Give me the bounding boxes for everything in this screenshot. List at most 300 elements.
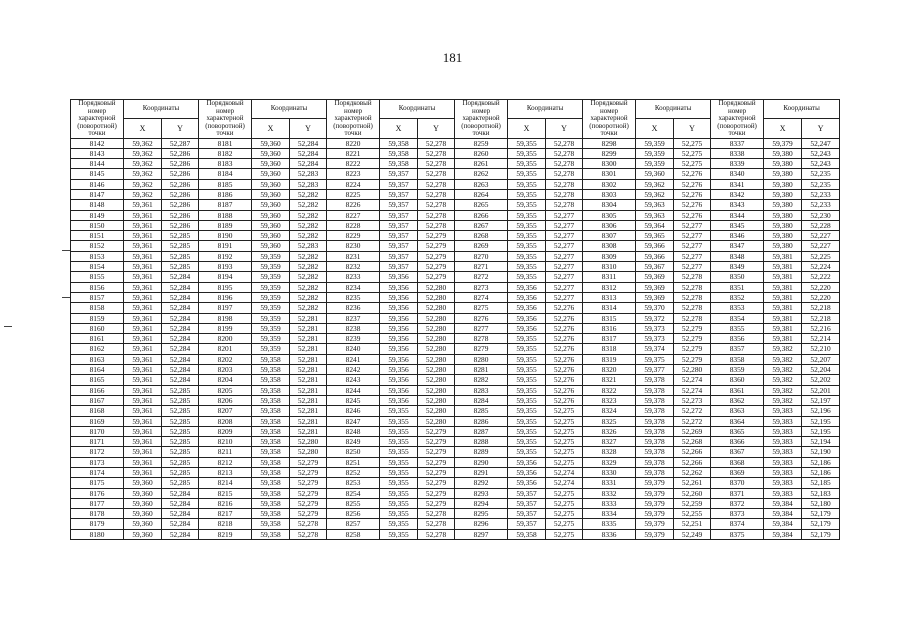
table-row — [71, 406, 840, 416]
x-value-cell: 59,359 — [252, 272, 290, 282]
x-value-cell: 59,364 — [636, 220, 674, 230]
y-value-cell: 52,262 — [674, 468, 711, 478]
x-value-cell: 59,383 — [764, 416, 802, 426]
x-value-cell: 59,357 — [380, 179, 418, 189]
y-value-cell: 52,283 — [290, 169, 327, 179]
point-number-cell: 8227 — [327, 210, 380, 220]
x-value-cell: 59,358 — [252, 416, 290, 426]
point-number-cell: 8174 — [71, 468, 124, 478]
point-number-cell: 8357 — [711, 344, 764, 354]
point-number-cell: 8158 — [71, 303, 124, 313]
table-row — [71, 509, 840, 519]
y-value-cell: 52,281 — [290, 323, 327, 333]
point-number-cell: 8335 — [583, 519, 636, 529]
y-value-cell: 52,227 — [802, 231, 840, 241]
y-value-cell: 52,243 — [802, 159, 840, 169]
table-row — [71, 148, 840, 158]
y-value-cell: 52,279 — [418, 241, 455, 251]
y-value-cell: 52,261 — [674, 478, 711, 488]
point-number-cell: 8368 — [711, 457, 764, 467]
point-number-cell: 8159 — [71, 313, 124, 323]
y-value-cell: 52,279 — [418, 488, 455, 498]
y-value-cell: 52,279 — [418, 231, 455, 241]
point-number-cell: 8221 — [327, 148, 380, 158]
y-value-cell: 52,279 — [418, 437, 455, 447]
point-number-cell: 8310 — [583, 262, 636, 272]
x-value-cell: 59,367 — [636, 262, 674, 272]
y-value-cell: 52,281 — [290, 426, 327, 436]
point-number-cell: 8323 — [583, 395, 636, 405]
x-value-cell: 59,356 — [380, 303, 418, 313]
point-number-cell: 8228 — [327, 220, 380, 230]
x-value-cell: 59,362 — [124, 138, 162, 148]
x-value-cell: 59,355 — [508, 231, 546, 241]
x-value-cell: 59,358 — [252, 529, 290, 539]
point-number-cell: 8302 — [583, 179, 636, 189]
table-row — [71, 272, 840, 282]
y-value-cell: 52,218 — [802, 313, 840, 323]
x-value-cell: 59,363 — [636, 210, 674, 220]
point-number-cell: 8270 — [455, 251, 508, 261]
x-value-cell: 59,378 — [636, 406, 674, 416]
table-row — [71, 344, 840, 354]
point-number-cell: 8254 — [327, 488, 380, 498]
y-value-cell: 52,284 — [162, 529, 199, 539]
point-number-cell: 8179 — [71, 519, 124, 529]
y-value-cell: 52,277 — [546, 272, 583, 282]
table-row — [71, 189, 840, 199]
y-value-cell: 52,186 — [802, 468, 840, 478]
y-value-cell: 52,266 — [674, 447, 711, 457]
header-coordinates: Координаты — [380, 100, 455, 119]
table-row — [71, 159, 840, 169]
point-number-cell: 8342 — [711, 189, 764, 199]
x-value-cell: 59,361 — [124, 447, 162, 457]
x-value-cell: 59,382 — [764, 385, 802, 395]
y-value-cell: 52,275 — [546, 426, 583, 436]
point-number-cell: 8246 — [327, 406, 380, 416]
x-value-cell: 59,356 — [380, 323, 418, 333]
y-value-cell: 52,286 — [162, 159, 199, 169]
y-value-cell: 52,276 — [674, 169, 711, 179]
y-value-cell: 52,280 — [418, 365, 455, 375]
y-value-cell: 52,275 — [546, 488, 583, 498]
point-number-cell: 8324 — [583, 406, 636, 416]
point-number-cell: 8259 — [455, 138, 508, 148]
y-value-cell: 52,278 — [674, 313, 711, 323]
table-row — [71, 395, 840, 405]
x-value-cell: 59,361 — [124, 282, 162, 292]
x-value-cell: 59,361 — [124, 313, 162, 323]
x-value-cell: 59,355 — [508, 148, 546, 158]
x-value-cell: 59,373 — [636, 334, 674, 344]
x-value-cell: 59,356 — [380, 385, 418, 395]
y-value-cell: 52,220 — [802, 292, 840, 302]
y-value-cell: 52,194 — [802, 437, 840, 447]
x-value-cell: 59,375 — [636, 354, 674, 364]
y-value-cell: 52,180 — [802, 498, 840, 508]
x-value-cell: 59,358 — [252, 426, 290, 436]
point-number-cell: 8181 — [199, 138, 252, 148]
x-value-cell: 59,363 — [636, 200, 674, 210]
y-value-cell: 52,281 — [290, 416, 327, 426]
point-number-cell: 8144 — [71, 159, 124, 169]
x-value-cell: 59,357 — [380, 210, 418, 220]
x-value-cell: 59,356 — [508, 303, 546, 313]
x-value-cell: 59,355 — [508, 272, 546, 282]
x-value-cell: 59,356 — [380, 354, 418, 364]
point-number-cell: 8339 — [711, 159, 764, 169]
y-value-cell: 52,201 — [802, 385, 840, 395]
y-value-cell: 52,278 — [418, 529, 455, 539]
y-value-cell: 52,210 — [802, 344, 840, 354]
header-y: Y — [418, 119, 455, 138]
y-value-cell: 52,282 — [290, 303, 327, 313]
y-value-cell: 52,282 — [290, 282, 327, 292]
x-value-cell: 59,355 — [380, 509, 418, 519]
y-value-cell: 52,278 — [546, 138, 583, 148]
x-value-cell: 59,381 — [764, 262, 802, 272]
table-row — [71, 457, 840, 467]
x-value-cell: 59,379 — [636, 498, 674, 508]
y-value-cell: 52,274 — [674, 375, 711, 385]
y-value-cell: 52,287 — [162, 138, 199, 148]
point-number-cell: 8150 — [71, 220, 124, 230]
x-value-cell: 59,358 — [252, 519, 290, 529]
table-row — [71, 529, 840, 539]
point-number-cell: 8197 — [199, 303, 252, 313]
x-value-cell: 59,382 — [764, 344, 802, 354]
point-number-cell: 8201 — [199, 344, 252, 354]
point-number-cell: 8274 — [455, 292, 508, 302]
x-value-cell: 59,357 — [508, 498, 546, 508]
y-value-cell: 52,277 — [546, 282, 583, 292]
x-value-cell: 59,355 — [380, 457, 418, 467]
point-number-cell: 8248 — [327, 426, 380, 436]
point-number-cell: 8190 — [199, 231, 252, 241]
x-value-cell: 59,356 — [508, 478, 546, 488]
x-value-cell: 59,359 — [252, 303, 290, 313]
y-value-cell: 52,284 — [290, 138, 327, 148]
y-value-cell: 52,286 — [162, 200, 199, 210]
y-value-cell: 52,276 — [546, 334, 583, 344]
header-point-number: Порядковый номер характерной (поворотной) точки — [327, 100, 380, 139]
y-value-cell: 52,285 — [162, 385, 199, 395]
x-value-cell: 59,360 — [252, 179, 290, 189]
y-value-cell: 52,224 — [802, 262, 840, 272]
x-value-cell: 59,356 — [508, 282, 546, 292]
y-value-cell: 52,283 — [290, 179, 327, 189]
y-value-cell: 52,284 — [162, 323, 199, 333]
point-number-cell: 8152 — [71, 241, 124, 251]
point-number-cell: 8345 — [711, 220, 764, 230]
x-value-cell: 59,358 — [252, 354, 290, 364]
x-value-cell: 59,355 — [508, 138, 546, 148]
y-value-cell: 52,275 — [546, 498, 583, 508]
point-number-cell: 8143 — [71, 148, 124, 158]
y-value-cell: 52,277 — [674, 262, 711, 272]
y-value-cell: 52,280 — [418, 334, 455, 344]
y-value-cell: 52,269 — [674, 426, 711, 436]
point-number-cell: 8363 — [711, 406, 764, 416]
y-value-cell: 52,280 — [418, 354, 455, 364]
x-value-cell: 59,361 — [124, 262, 162, 272]
y-value-cell: 52,281 — [290, 395, 327, 405]
x-value-cell: 59,357 — [380, 251, 418, 261]
y-value-cell: 52,280 — [418, 416, 455, 426]
y-value-cell: 52,278 — [546, 179, 583, 189]
point-number-cell: 8326 — [583, 426, 636, 436]
header-coordinates: Координаты — [636, 100, 711, 119]
x-value-cell: 59,378 — [636, 395, 674, 405]
y-value-cell: 52,280 — [418, 303, 455, 313]
x-value-cell: 59,360 — [636, 169, 674, 179]
x-value-cell: 59,357 — [380, 220, 418, 230]
point-number-cell: 8341 — [711, 179, 764, 189]
point-number-cell: 8185 — [199, 179, 252, 189]
x-value-cell: 59,355 — [508, 210, 546, 220]
table-row — [71, 282, 840, 292]
x-value-cell: 59,381 — [764, 282, 802, 292]
x-value-cell: 59,361 — [124, 344, 162, 354]
y-value-cell: 52,275 — [546, 519, 583, 529]
x-value-cell: 59,355 — [380, 478, 418, 488]
point-number-cell: 8249 — [327, 437, 380, 447]
table-row — [71, 447, 840, 457]
x-value-cell: 59,381 — [764, 251, 802, 261]
x-value-cell: 59,378 — [636, 447, 674, 457]
x-value-cell: 59,358 — [508, 529, 546, 539]
x-value-cell: 59,380 — [764, 231, 802, 241]
y-value-cell: 52,280 — [418, 292, 455, 302]
y-value-cell: 52,280 — [418, 282, 455, 292]
point-number-cell: 8282 — [455, 375, 508, 385]
y-value-cell: 52,282 — [290, 272, 327, 282]
point-number-cell: 8336 — [583, 529, 636, 539]
x-value-cell: 59,360 — [124, 519, 162, 529]
y-value-cell: 52,279 — [418, 251, 455, 261]
y-value-cell: 52,275 — [546, 416, 583, 426]
y-value-cell: 52,279 — [674, 334, 711, 344]
x-value-cell: 59,361 — [124, 395, 162, 405]
point-number-cell: 8252 — [327, 468, 380, 478]
x-value-cell: 59,356 — [508, 292, 546, 302]
y-value-cell: 52,285 — [162, 406, 199, 416]
x-value-cell: 59,355 — [508, 262, 546, 272]
x-value-cell: 59,355 — [380, 416, 418, 426]
header-y: Y — [674, 119, 711, 138]
y-value-cell: 52,284 — [162, 292, 199, 302]
x-value-cell: 59,355 — [508, 189, 546, 199]
table-row — [71, 468, 840, 478]
point-number-cell: 8163 — [71, 354, 124, 364]
point-number-cell: 8315 — [583, 313, 636, 323]
point-number-cell: 8338 — [711, 148, 764, 158]
point-number-cell: 8296 — [455, 519, 508, 529]
y-value-cell: 52,282 — [290, 200, 327, 210]
x-value-cell: 59,359 — [636, 148, 674, 158]
table-row — [71, 416, 840, 426]
x-value-cell: 59,356 — [508, 468, 546, 478]
point-number-cell: 8149 — [71, 210, 124, 220]
point-number-cell: 8147 — [71, 189, 124, 199]
y-value-cell: 52,281 — [290, 344, 327, 354]
point-number-cell: 8286 — [455, 416, 508, 426]
point-number-cell: 8312 — [583, 282, 636, 292]
y-value-cell: 52,280 — [418, 395, 455, 405]
point-number-cell: 8202 — [199, 354, 252, 364]
point-number-cell: 8196 — [199, 292, 252, 302]
x-value-cell: 59,361 — [124, 200, 162, 210]
x-value-cell: 59,360 — [252, 148, 290, 158]
y-value-cell: 52,249 — [674, 529, 711, 539]
x-value-cell: 59,360 — [252, 220, 290, 230]
x-value-cell: 59,356 — [380, 292, 418, 302]
point-number-cell: 8160 — [71, 323, 124, 333]
point-number-cell: 8297 — [455, 529, 508, 539]
x-value-cell: 59,373 — [636, 323, 674, 333]
point-number-cell: 8307 — [583, 231, 636, 241]
x-value-cell: 59,384 — [764, 498, 802, 508]
point-number-cell: 8205 — [199, 385, 252, 395]
x-value-cell: 59,381 — [764, 323, 802, 333]
y-value-cell: 52,286 — [162, 179, 199, 189]
point-number-cell: 8234 — [327, 282, 380, 292]
point-number-cell: 8344 — [711, 210, 764, 220]
y-value-cell: 52,284 — [162, 354, 199, 364]
x-value-cell: 59,380 — [764, 159, 802, 169]
table-row — [71, 385, 840, 395]
x-value-cell: 59,356 — [380, 334, 418, 344]
y-value-cell: 52,280 — [418, 323, 455, 333]
x-value-cell: 59,360 — [252, 138, 290, 148]
table-row — [71, 426, 840, 436]
table-header — [71, 100, 840, 139]
point-number-cell: 8154 — [71, 262, 124, 272]
x-value-cell: 59,362 — [124, 179, 162, 189]
table-row — [71, 231, 840, 241]
point-number-cell: 8305 — [583, 210, 636, 220]
x-value-cell: 59,358 — [252, 406, 290, 416]
table-row — [71, 488, 840, 498]
point-number-cell: 8162 — [71, 344, 124, 354]
point-number-cell: 8317 — [583, 334, 636, 344]
point-number-cell: 8303 — [583, 189, 636, 199]
table-row — [71, 169, 840, 179]
y-value-cell: 52,247 — [802, 138, 840, 148]
x-value-cell: 59,374 — [636, 344, 674, 354]
y-value-cell: 52,277 — [546, 292, 583, 302]
point-number-cell: 8318 — [583, 344, 636, 354]
x-value-cell: 59,380 — [764, 179, 802, 189]
point-number-cell: 8311 — [583, 272, 636, 282]
header-coordinates: Координаты — [124, 100, 199, 119]
x-value-cell: 59,355 — [380, 437, 418, 447]
point-number-cell: 8251 — [327, 457, 380, 467]
y-value-cell: 52,284 — [290, 159, 327, 169]
x-value-cell: 59,380 — [764, 220, 802, 230]
x-value-cell: 59,358 — [252, 375, 290, 385]
x-value-cell: 59,360 — [252, 189, 290, 199]
y-value-cell: 52,284 — [162, 519, 199, 529]
table-row — [71, 478, 840, 488]
x-value-cell: 59,355 — [380, 447, 418, 457]
x-value-cell: 59,361 — [124, 272, 162, 282]
x-value-cell: 59,381 — [764, 334, 802, 344]
point-number-cell: 8253 — [327, 478, 380, 488]
x-value-cell: 59,361 — [124, 210, 162, 220]
x-value-cell: 59,369 — [636, 292, 674, 302]
point-number-cell: 8365 — [711, 426, 764, 436]
y-value-cell: 52,284 — [162, 313, 199, 323]
x-value-cell: 59,361 — [124, 468, 162, 478]
point-number-cell: 8177 — [71, 498, 124, 508]
x-value-cell: 59,355 — [508, 426, 546, 436]
point-number-cell: 8169 — [71, 416, 124, 426]
point-number-cell: 8232 — [327, 262, 380, 272]
x-value-cell: 59,355 — [508, 447, 546, 457]
y-value-cell: 52,276 — [674, 179, 711, 189]
x-value-cell: 59,358 — [380, 159, 418, 169]
point-number-cell: 8245 — [327, 395, 380, 405]
table-row — [71, 334, 840, 344]
x-value-cell: 59,355 — [380, 498, 418, 508]
x-value-cell: 59,355 — [380, 488, 418, 498]
y-value-cell: 52,275 — [674, 159, 711, 169]
x-value-cell: 59,362 — [124, 148, 162, 158]
x-value-cell: 59,383 — [764, 426, 802, 436]
table-row — [71, 210, 840, 220]
point-number-cell: 8242 — [327, 365, 380, 375]
point-number-cell: 8215 — [199, 488, 252, 498]
point-number-cell: 8264 — [455, 189, 508, 199]
x-value-cell: 59,355 — [380, 406, 418, 416]
y-value-cell: 52,220 — [802, 282, 840, 292]
point-number-cell: 8371 — [711, 488, 764, 498]
x-value-cell: 59,357 — [380, 241, 418, 251]
point-number-cell: 8193 — [199, 262, 252, 272]
y-value-cell: 52,282 — [290, 231, 327, 241]
x-value-cell: 59,355 — [508, 251, 546, 261]
point-number-cell: 8359 — [711, 365, 764, 375]
y-value-cell: 52,279 — [418, 447, 455, 457]
y-value-cell: 52,286 — [162, 220, 199, 230]
header-point-number: Порядковый номер характерной (поворотной) точки — [455, 100, 508, 139]
x-value-cell: 59,384 — [764, 529, 802, 539]
point-number-cell: 8224 — [327, 179, 380, 189]
y-value-cell: 52,283 — [290, 241, 327, 251]
y-value-cell: 52,214 — [802, 334, 840, 344]
table-body — [71, 138, 840, 540]
x-value-cell: 59,361 — [124, 220, 162, 230]
y-value-cell: 52,278 — [418, 220, 455, 230]
point-number-cell: 8199 — [199, 323, 252, 333]
table-row — [71, 303, 840, 313]
point-number-cell: 8142 — [71, 138, 124, 148]
y-value-cell: 52,276 — [546, 365, 583, 375]
y-value-cell: 52,279 — [418, 457, 455, 467]
y-value-cell: 52,279 — [290, 468, 327, 478]
x-value-cell: 59,355 — [508, 416, 546, 426]
point-number-cell: 8187 — [199, 200, 252, 210]
y-value-cell: 52,277 — [674, 231, 711, 241]
y-value-cell: 52,281 — [290, 365, 327, 375]
point-number-cell: 8275 — [455, 303, 508, 313]
x-value-cell: 59,362 — [124, 159, 162, 169]
point-number-cell: 8217 — [199, 509, 252, 519]
point-number-cell: 8173 — [71, 457, 124, 467]
y-value-cell: 52,207 — [802, 354, 840, 364]
